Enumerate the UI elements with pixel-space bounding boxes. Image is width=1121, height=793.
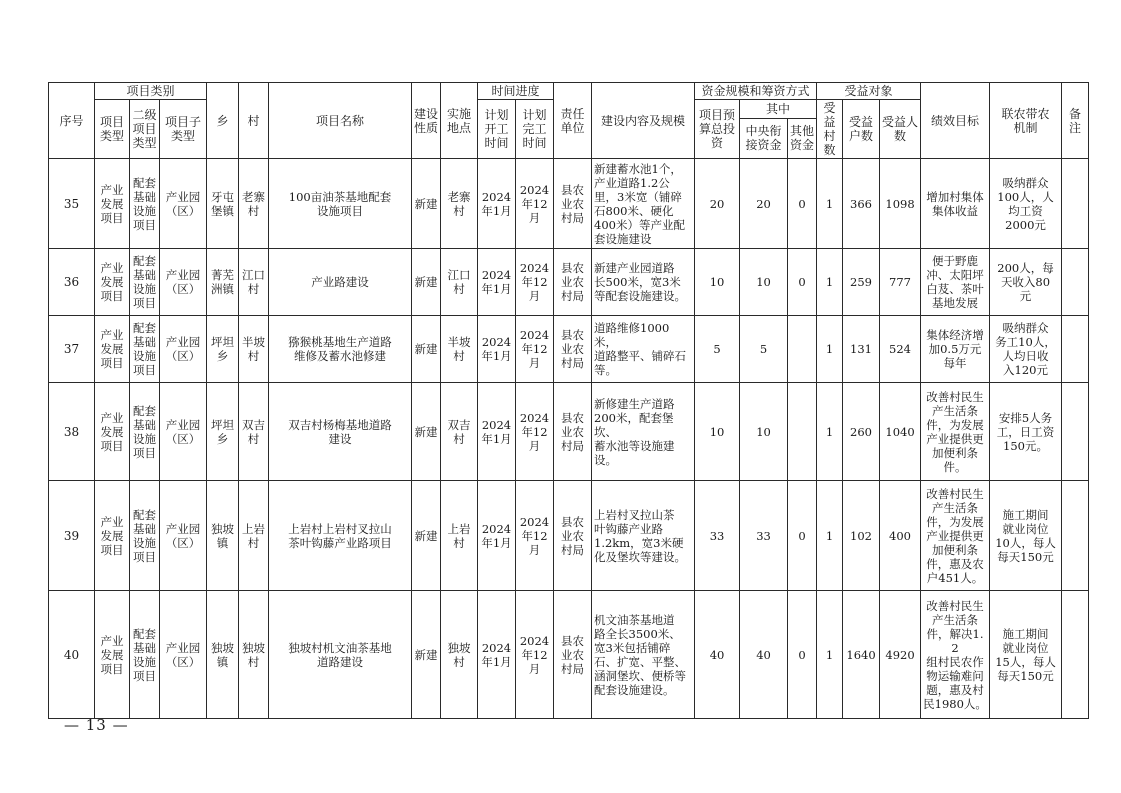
cell-other-funds [788,383,817,481]
cell-nature: 新建 [412,159,441,249]
cell-level2: 配套 基础 设施 项目 [130,249,160,316]
cell-end: 2024 年12 月 [516,591,554,719]
cell-type: 产业 发展 项目 [95,383,130,481]
cell-type: 产业 发展 项目 [95,481,130,591]
cell-other-funds: 0 [788,591,817,719]
cell-benefit-villages: 1 [817,591,843,719]
cell-type: 产业 发展 项目 [95,249,130,316]
cell-content: 新建产业园道路 长500米，宽3米 等配套设施建设。 [592,249,695,316]
cell-village: 半坡 村 [239,316,269,383]
cell-goal: 增加村集体 集体收益 [921,159,990,249]
header-subtype: 项目子 类型 [160,100,207,159]
cell-benefit-households: 102 [843,481,880,591]
header-start: 计划 开工 时间 [478,100,516,159]
cell-benefit-people: 777 [880,249,921,316]
cell-seq: 35 [49,159,95,249]
cell-central-funds: 5 [740,316,788,383]
header-benefit-villages: 受益 村数 [817,100,843,159]
page-number: — 13 — [64,716,129,734]
header-other-funds: 其他 资金 [788,118,817,158]
table-row [49,591,1089,719]
cell-benefit-households: 259 [843,249,880,316]
cell-benefit-villages: 1 [817,316,843,383]
header-central-funds: 中央衔 接资金 [740,118,788,158]
cell-goal: 集体经济增 加0.5万元 每年 [921,316,990,383]
cell-remark [1062,249,1089,316]
cell-goal: 改善村民生 产生活条 件，解决1.2 组村民农作 物运输难问 题，惠及村 民1980人。 [921,591,990,719]
cell-end: 2024 年12 月 [516,159,554,249]
cell-project-name: 产业路建设 [269,249,412,316]
cell-township: 坪坦 乡 [207,383,239,481]
cell-unit: 县农 业农 村局 [554,383,592,481]
cell-benefit-people: 400 [880,481,921,591]
cell-village: 江口 村 [239,249,269,316]
cell-level2: 配套 基础 设施 项目 [130,159,160,249]
cell-subtype: 产业园 （区） [160,159,207,249]
cell-mechanism: 吸纳群众 务工10人， 人均日收 入120元 [990,316,1062,383]
cell-type: 产业 发展 项目 [95,591,130,719]
cell-unit: 县农 业农 村局 [554,249,592,316]
header-benefit-group: 受益对象 [817,83,921,100]
header-among: 其中 [740,100,817,119]
cell-benefit-villages: 1 [817,159,843,249]
cell-mechanism: 安排5人务 工，日工资 150元。 [990,383,1062,481]
header-township: 乡 [207,83,239,159]
cell-township: 坪坦 乡 [207,316,239,383]
cell-seq: 40 [49,591,95,719]
header-time-group: 时间进度 [478,83,554,100]
cell-township: 独坡 镇 [207,591,239,719]
cell-central-funds: 20 [740,159,788,249]
cell-location: 上岩 村 [441,481,478,591]
header-category-group: 项目类别 [95,83,207,100]
cell-benefit-villages: 1 [817,383,843,481]
cell-project-name: 猕猴桃基地生产道路 维修及蓄水池修建 [269,316,412,383]
header-funds-group: 资金规模和筹资方式 [695,83,817,100]
cell-central-funds: 10 [740,383,788,481]
cell-benefit-households: 1640 [843,591,880,719]
cell-location: 老寨 村 [441,159,478,249]
table-row [49,249,1089,316]
cell-end: 2024 年12 月 [516,249,554,316]
cell-budget: 5 [695,316,740,383]
header-project-name: 项目名称 [269,83,412,159]
cell-content: 新建蓄水池1个， 产业道路1.2公 里，3米宽（铺碎 石800米、硬化 400米）等产业配 套设施建设 [592,159,695,249]
cell-mechanism: 施工期间 就业岗位 15人，每人 每天150元 [990,591,1062,719]
cell-unit: 县农 业农 村局 [554,591,592,719]
table-header [49,83,1089,159]
cell-remark [1062,383,1089,481]
header-goal: 绩效目标 [921,83,990,159]
cell-budget: 20 [695,159,740,249]
table-row [49,383,1089,481]
cell-central-funds: 33 [740,481,788,591]
cell-other-funds: 0 [788,481,817,591]
cell-subtype: 产业园 （区） [160,316,207,383]
cell-nature: 新建 [412,383,441,481]
cell-village: 上岩 村 [239,481,269,591]
cell-start: 2024 年1月 [478,383,516,481]
cell-subtype: 产业园 （区） [160,383,207,481]
table-row [49,316,1089,383]
cell-mechanism: 200人，每 天收入80 元 [990,249,1062,316]
project-table [48,82,1089,719]
cell-project-name: 上岩村上岩村叉拉山 茶叶钩藤产业路项目 [269,481,412,591]
cell-unit: 县农 业农 村局 [554,159,592,249]
cell-budget: 10 [695,383,740,481]
cell-goal: 改善村民生 产生活条 件，为发展 产业提供更 加便利条 件，惠及农 户451人。 [921,481,990,591]
cell-budget: 33 [695,481,740,591]
header-village: 村 [239,83,269,159]
cell-type: 产业 发展 项目 [95,316,130,383]
cell-location: 双吉 村 [441,383,478,481]
cell-mechanism: 吸纳群众 100人，人 均工资 2000元 [990,159,1062,249]
cell-location: 独坡 村 [441,591,478,719]
cell-remark [1062,159,1089,249]
cell-content: 新修建生产道路 200米，配套堡坎、 蓄水池等设施建 设。 [592,383,695,481]
cell-goal: 便于野鹿 冲、太阳坪 白芨、茶叶 基地发展 [921,249,990,316]
cell-type: 产业 发展 项目 [95,159,130,249]
cell-project-name: 双吉村杨梅基地道路 建设 [269,383,412,481]
cell-benefit-households: 260 [843,383,880,481]
cell-township: 独坡 镇 [207,481,239,591]
cell-unit: 县农 业农 村局 [554,316,592,383]
cell-end: 2024 年12 月 [516,481,554,591]
cell-remark [1062,481,1089,591]
cell-benefit-villages: 1 [817,249,843,316]
cell-benefit-households: 131 [843,316,880,383]
cell-remark [1062,591,1089,719]
cell-content: 道路维修1000米， 道路整平、铺碎石 等。 [592,316,695,383]
cell-other-funds [788,316,817,383]
cell-subtype: 产业园 （区） [160,591,207,719]
cell-nature: 新建 [412,249,441,316]
cell-level2: 配套 基础 设施 项目 [130,316,160,383]
cell-budget: 40 [695,591,740,719]
cell-level2: 配套 基础 设施 项目 [130,591,160,719]
cell-benefit-villages: 1 [817,481,843,591]
header-benefit-people: 受益人 数 [880,100,921,159]
header-mechanism: 联农带农 机制 [990,83,1062,159]
header-benefit-households: 受益 户数 [843,100,880,159]
cell-benefit-people: 1040 [880,383,921,481]
cell-remark [1062,316,1089,383]
cell-nature: 新建 [412,481,441,591]
cell-other-funds: 0 [788,249,817,316]
header-remark: 备 注 [1062,83,1089,159]
header-nature: 建设 性质 [412,83,441,159]
cell-subtype: 产业园 （区） [160,481,207,591]
cell-township: 菁芜 洲镇 [207,249,239,316]
cell-level2: 配套 基础 设施 项目 [130,383,160,481]
cell-project-name: 100亩油茶基地配套 设施项目 [269,159,412,249]
cell-start: 2024 年1月 [478,481,516,591]
header-budget: 项目预 算总投 资 [695,100,740,159]
header-level2: 二级 项目 类型 [130,100,160,159]
cell-level2: 配套 基础 设施 项目 [130,481,160,591]
header-end: 计划 完工 时间 [516,100,554,159]
header-location: 实施 地点 [441,83,478,159]
cell-mechanism: 施工期间 就业岗位 10人，每人 每天150元 [990,481,1062,591]
header-type: 项目 类型 [95,100,130,159]
cell-start: 2024 年1月 [478,159,516,249]
cell-benefit-households: 366 [843,159,880,249]
cell-village: 独坡 村 [239,591,269,719]
cell-nature: 新建 [412,591,441,719]
cell-other-funds: 0 [788,159,817,249]
cell-nature: 新建 [412,316,441,383]
cell-benefit-people: 524 [880,316,921,383]
cell-seq: 37 [49,316,95,383]
cell-village: 老寨 村 [239,159,269,249]
cell-benefit-people: 1098 [880,159,921,249]
cell-unit: 县农 业农 村局 [554,481,592,591]
cell-township: 牙屯 堡镇 [207,159,239,249]
cell-project-name: 独坡村机文油茶基地 道路建设 [269,591,412,719]
cell-budget: 10 [695,249,740,316]
cell-location: 江口 村 [441,249,478,316]
cell-content: 上岩村叉拉山茶 叶钩藤产业路 1.2km，宽3米硬 化及堡坎等建设。 [592,481,695,591]
cell-start: 2024 年1月 [478,591,516,719]
header-unit: 责任 单位 [554,83,592,159]
cell-goal: 改善村民生 产生活条 件，为发展 产业提供更 加便利条 件。 [921,383,990,481]
cell-content: 机文油茶基地道 路全长3500米、 宽3米包括铺碎 石、扩宽、平整、 涵洞堡坎、便桥等 配套设施建设。 [592,591,695,719]
cell-start: 2024 年1月 [478,249,516,316]
cell-location: 半坡 村 [441,316,478,383]
header-content: 建设内容及规模 [592,83,695,159]
table-row [49,481,1089,591]
table-row [49,159,1089,249]
cell-benefit-people: 4920 [880,591,921,719]
cell-seq: 39 [49,481,95,591]
table-body [49,159,1089,719]
header-seq: 序号 [49,83,95,159]
cell-village: 双吉 村 [239,383,269,481]
cell-central-funds: 10 [740,249,788,316]
cell-seq: 36 [49,249,95,316]
cell-end: 2024 年12 月 [516,316,554,383]
cell-subtype: 产业园 （区） [160,249,207,316]
cell-seq: 38 [49,383,95,481]
cell-end: 2024 年12 月 [516,383,554,481]
cell-central-funds: 40 [740,591,788,719]
cell-start: 2024 年1月 [478,316,516,383]
